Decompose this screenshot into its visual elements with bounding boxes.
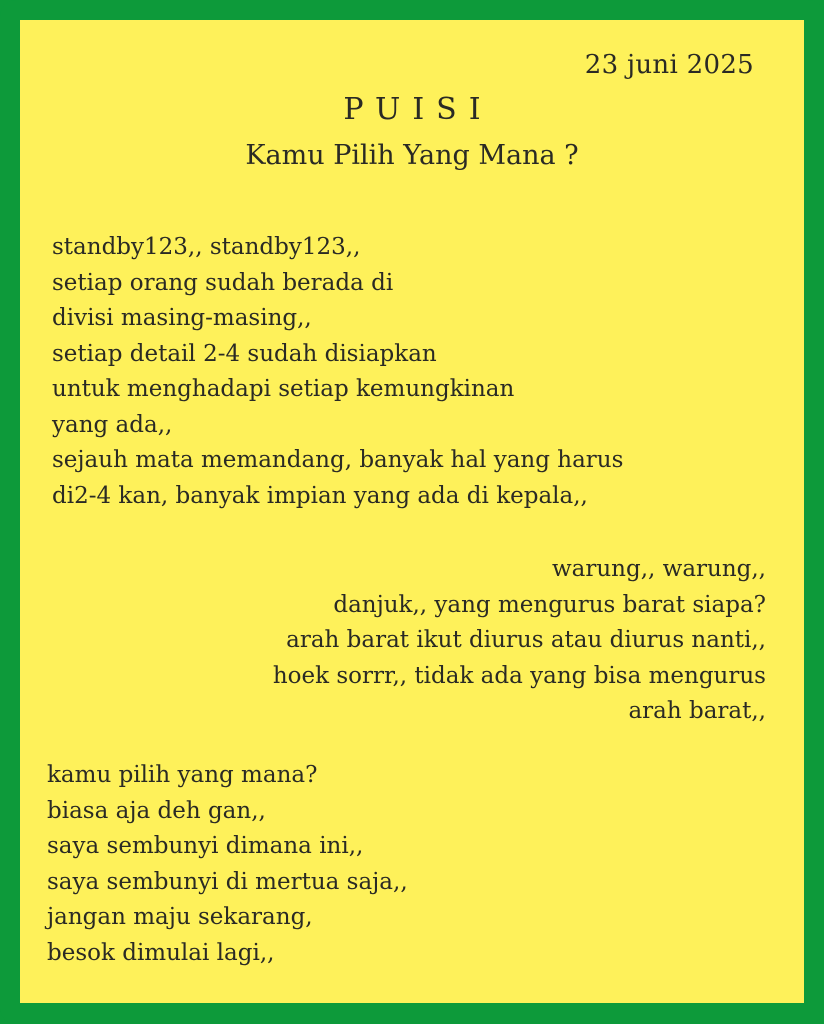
poem-line: yang ada,, [52,411,173,438]
poem-date: 23 juni 2025 [584,50,754,80]
poem-line: standby123,, standby123,, [52,234,361,260]
poem-line: besok dimulai lagi,, [47,939,275,966]
poem-heading: PUISI [343,92,493,127]
poem-line: danjuk,, yang mengurus barat siapa? [333,591,766,618]
poem-line: biasa aja deh gan,, [47,797,266,824]
poem-title: Kamu Pilih Yang Mana ? [245,140,579,171]
poem-line: divisi masing-masing,, [52,305,312,331]
poem-line: kamu pilih yang mana? [47,762,318,788]
poem-line: di2-4 kan, banyak impian yang ada di kepala,, [52,482,588,509]
poem-line: warung,, warung,, [551,556,766,582]
poem-line: arah barat ikut diurus atau diurus nanti,, [286,627,766,653]
stanza-1 [52,230,623,514]
poem-line: saya sembunyi di mertua saja,, [47,868,408,895]
poem-line: saya sembunyi dimana ini,, [47,833,364,859]
poem-line: untuk menghadapi setiap kemungkinan [52,376,515,402]
poem-line: jangan maju sekarang, [47,904,313,930]
poem-page [20,20,804,1003]
stanza-3 [47,758,408,971]
poem-line: hoek sorrr,, tidak ada yang bisa mengurus [272,662,766,689]
poem-line: setiap orang sudah berada di [52,269,394,296]
poem-line: arah barat,, [628,698,766,724]
poem-line: sejauh mata memandang, banyak hal yang harus [52,447,624,473]
stanza-2 [273,552,766,730]
poem-line: setiap detail 2-4 sudah disiapkan [52,340,437,367]
